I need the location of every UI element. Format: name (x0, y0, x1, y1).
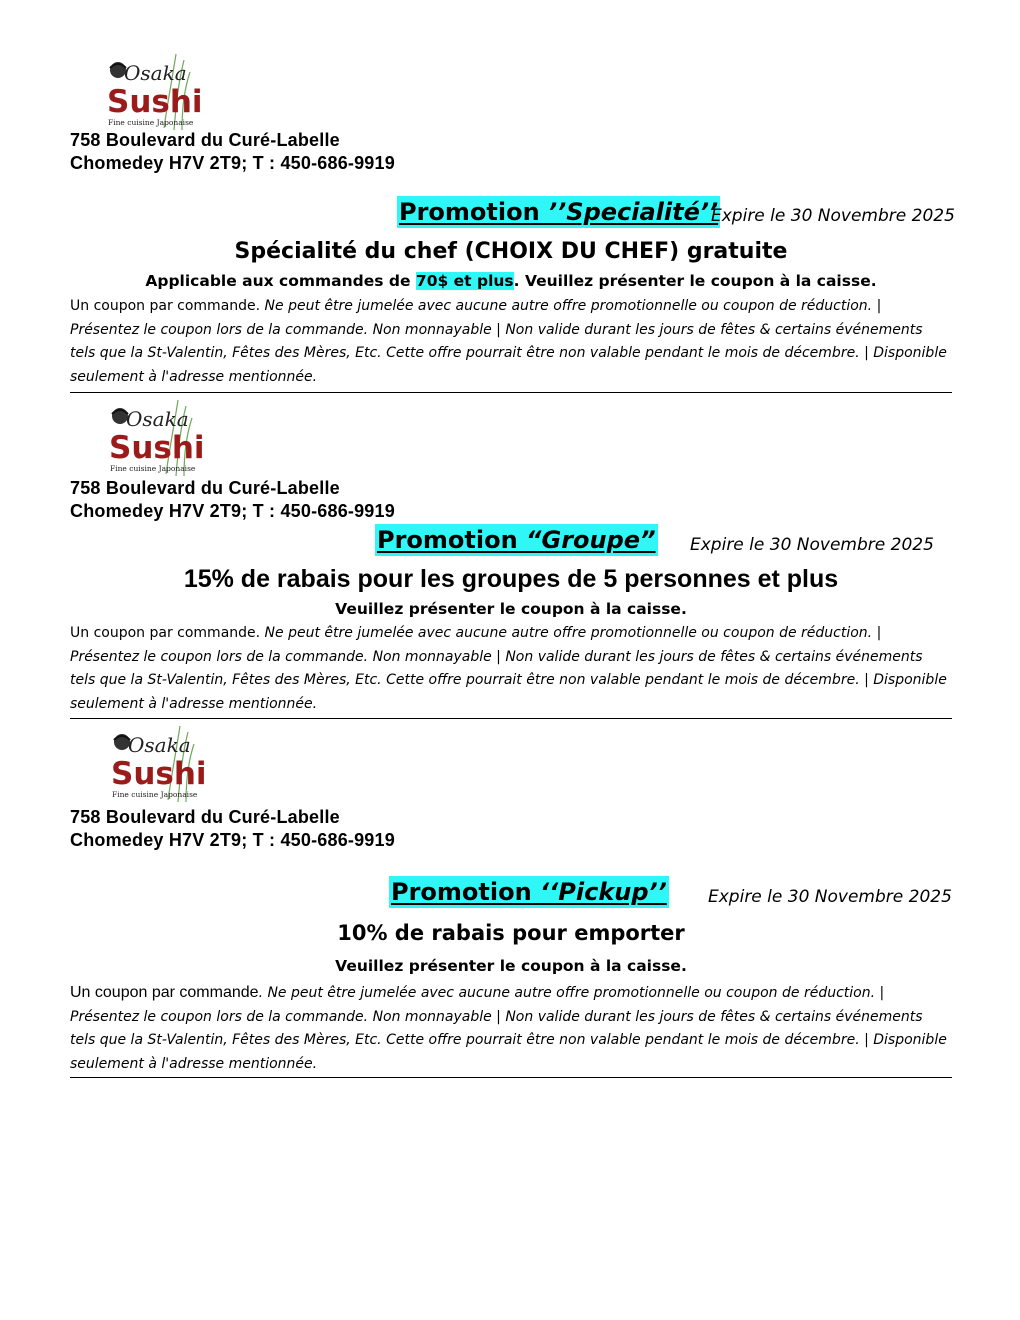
logo-graphic (106, 50, 214, 130)
logo-sushi-text: Sushi (111, 756, 207, 792)
logo-graphic (110, 722, 218, 802)
expiry-date: Expire le 30 Novembre 2025 (711, 206, 955, 226)
address-block (70, 129, 395, 175)
promo-title-prefix: Promotion (399, 198, 549, 226)
logo-tagline-text: Fine cuisine Japonaise (110, 464, 196, 473)
promo-title (397, 196, 720, 228)
address-city-phone: Chomedey H7V 2T9; T : 450-686-9919 (70, 501, 395, 521)
offer-headline: 10% de rabais pour emporter (337, 921, 685, 945)
promo-title-prefix: Promotion (391, 878, 541, 906)
logo-graphic (108, 396, 216, 476)
logo-tagline-text: Fine cuisine Japonaise (112, 790, 198, 799)
promo-title-name: ‘‘Pickup’’ (540, 878, 667, 906)
logo-sushi-text: Sushi (107, 84, 203, 120)
offer-headline: Spécialité du chef (CHOIX DU CHEF) gratuite (234, 239, 788, 264)
address-street: 758 Boulevard du Curé-Labelle (70, 807, 340, 827)
offer-conditions: Veuillez présenter le coupon à la caisse. (335, 600, 687, 618)
promo-title-prefix: Promotion (377, 526, 527, 554)
expiry-date: Expire le 30 Novembre 2025 (690, 535, 934, 555)
conditions-text-end: . Veuillez présenter le coupon à la caisse. (513, 272, 877, 290)
coupon-groupe (70, 392, 952, 719)
osaka-sushi-logo (106, 50, 214, 130)
expiry-date: Expire le 30 Novembre 2025 (708, 887, 952, 907)
fine-print (70, 622, 952, 716)
promo-title (375, 524, 658, 556)
logo-osaka-text: Osaka (128, 733, 191, 757)
fine-print-lead: Un coupon par commande (70, 984, 259, 1001)
address-city-phone: Chomedey H7V 2T9; T : 450-686-9919 (70, 153, 395, 173)
fine-print (70, 981, 952, 1076)
coupon-pickup (70, 718, 952, 1078)
logo-osaka-text: Osaka (126, 407, 189, 431)
address-block (70, 477, 395, 523)
fine-print-terms: Ne peut être jumelée avec aucune autre offre promotionnelle ou coupon de réduction. | Présentez le coupon lors de la commande. Non monnayable | Non valide durant les jours de fêtes & certains événements tels que la St-Valentin, Fêtes des Mères, Etc. Cette offre pourrait être non valable pendant le mois de décembre. | Disponible seulement à l'adresse mentionnée. (70, 625, 947, 712)
fine-print-lead: Un coupon par commande. (70, 625, 265, 641)
logo-sushi-text: Sushi (109, 430, 205, 466)
offer-headline: 15% de rabais pour les groupes de 5 personnes et plus (183, 565, 839, 593)
logo-tagline-text: Fine cuisine Japonaise (108, 118, 194, 127)
address-city-phone: Chomedey H7V 2T9; T : 450-686-9919 (70, 830, 395, 850)
fine-print (70, 295, 952, 389)
promo-title (389, 876, 669, 908)
coupon-specialite (70, 40, 955, 393)
fine-print-terms: . Ne peut être jumelée avec aucune autre offre promotionnelle ou coupon de réduction. | Présentez le coupon lors de la commande. Non monnayable | Non valide durant les jours de fêtes & certains événements tels que la St-Valentin, Fêtes des Mères, Etc. Cette offre pourrait être non valable pendant le mois de décembre. | Disponible seulement à l'adresse mentionnée. (70, 985, 947, 1072)
osaka-sushi-logo (108, 396, 216, 476)
fine-print-lead: Un coupon par commande. (70, 298, 265, 314)
address-street: 758 Boulevard du Curé-Labelle (70, 130, 340, 150)
address-street: 758 Boulevard du Curé-Labelle (70, 478, 340, 498)
promo-title-name: “Groupe” (526, 526, 656, 554)
min-order-highlight: 70$ et plus (415, 272, 514, 290)
logo-osaka-text: Osaka (124, 61, 187, 85)
osaka-sushi-logo (110, 722, 218, 802)
fine-print-terms: Ne peut être jumelée avec aucune autre offre promotionnelle ou coupon de réduction. | Présentez le coupon lors de la commande. Non monnayable | Non valide durant les jours de fêtes & certains événements tels que la St-Valentin, Fêtes des Mères, Etc. Cette offre pourrait être non valable pendant le mois de décembre. | Disponible seulement à l'adresse mentionnée. (70, 298, 947, 385)
conditions-text: Applicable aux commandes de (145, 272, 416, 290)
address-block (70, 806, 395, 852)
offer-conditions: Veuillez présenter le coupon à la caisse. (335, 957, 687, 975)
offer-conditions (70, 270, 952, 292)
promo-title-name: ’’Specialité’’ (548, 198, 719, 226)
